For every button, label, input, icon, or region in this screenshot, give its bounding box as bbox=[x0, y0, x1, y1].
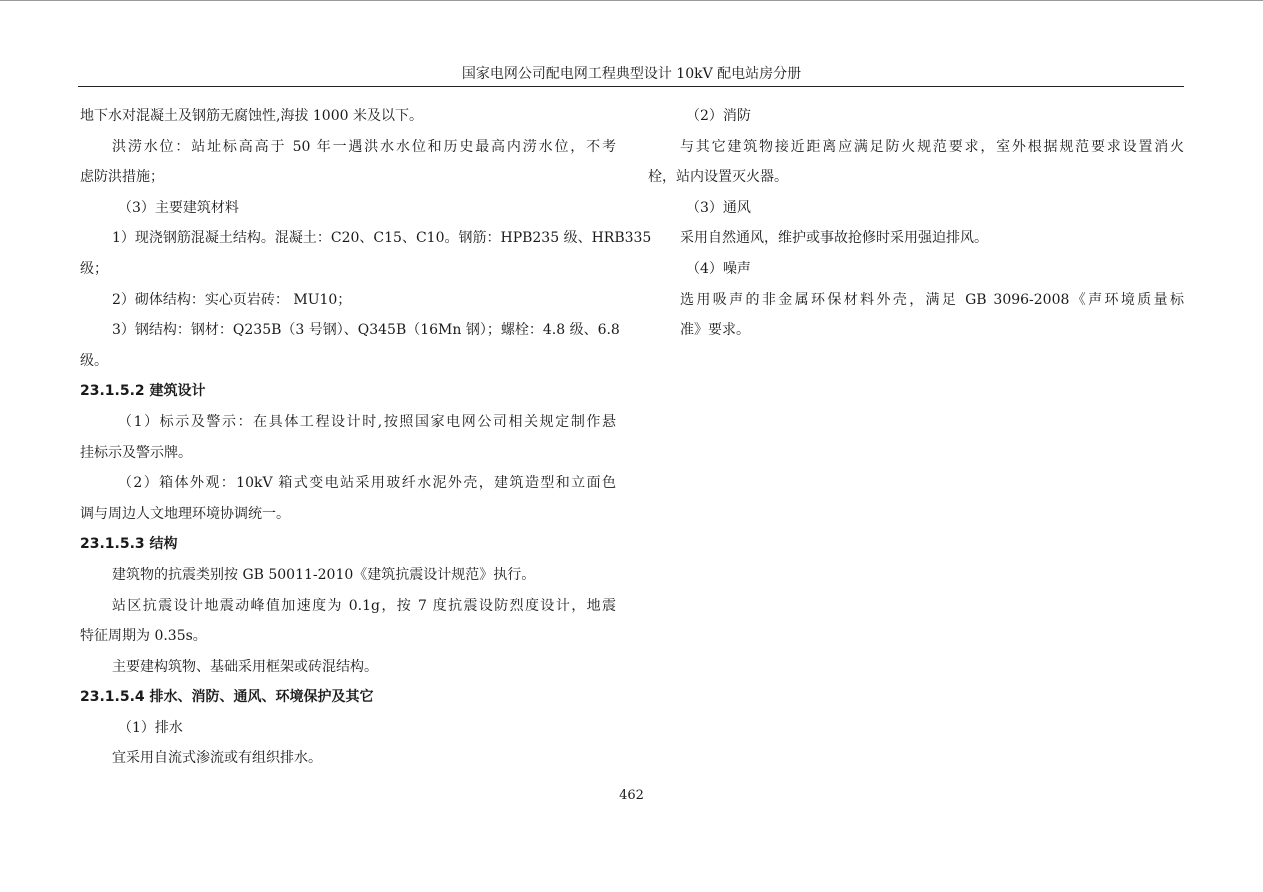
paragraph-line: （1）标示及警示：在具体工程设计时,按照国家电网公司相关规定制作悬 bbox=[118, 413, 616, 430]
section-heading-structure: 23.1.5.3 结构 bbox=[80, 536, 178, 553]
paragraph-line: 主要建构筑物、基础采用框架或砖混结构。 bbox=[112, 658, 378, 675]
paragraph-line: 1）现浇钢筋混凝土结构。混凝土：C20、C15、C10。钢筋：HPB235 级、HRB335 bbox=[112, 230, 652, 247]
subheading-materials: （3）主要建筑材料 bbox=[118, 199, 239, 216]
paragraph-line: 虑防洪措施； bbox=[80, 169, 164, 186]
section-heading-architecture: 23.1.5.2 建筑设计 bbox=[80, 383, 206, 400]
right-column bbox=[648, 103, 1184, 348]
left-column bbox=[80, 103, 652, 776]
paragraph-line: 级； bbox=[80, 260, 108, 277]
page-header: 国家电网公司配电网工程典型设计 10kV 配电站房分册 bbox=[461, 66, 802, 82]
paragraph-line: 特征周期为 0.35s。 bbox=[80, 628, 207, 645]
paragraph-line: 宜采用自流式渗流或有组织排水。 bbox=[112, 750, 322, 767]
subheading-ventilation: （3）通风 bbox=[686, 199, 751, 216]
top-border-line bbox=[0, 0, 1263, 1]
paragraph-line: 采用自然通风，维护或事故抢修时采用强迫排风。 bbox=[680, 230, 988, 247]
subheading-noise: （4）噪声 bbox=[686, 260, 751, 277]
paragraph-line: （2）箱体外观：10kV 箱式变电站采用玻纤水泥外壳，建筑造型和立面色 bbox=[118, 475, 616, 492]
page-number: 462 bbox=[619, 788, 644, 803]
paragraph-line: 建筑物的抗震类别按 GB 50011-2010《建筑抗震设计规范》执行。 bbox=[112, 566, 536, 583]
paragraph-line: 站区抗震设计地震动峰值加速度为 0.1g，按 7 度抗震设防烈度设计，地震 bbox=[112, 597, 616, 614]
subheading-drainage: （1）排水 bbox=[118, 719, 183, 736]
paragraph-line: 洪涝水位：站址标高高于 50 年一遇洪水水位和历史最高内涝水位，不考 bbox=[112, 138, 616, 155]
paragraph-line: 栓，站内设置灭火器。 bbox=[648, 169, 788, 186]
subheading-fire-protection: （2）消防 bbox=[686, 108, 751, 124]
paragraph-line: 2）砌体结构：实心页岩砖： MU10； bbox=[112, 291, 352, 308]
paragraph-line: 挂标示及警示牌。 bbox=[80, 444, 192, 461]
paragraph-line: 3）钢结构：钢材：Q235B（3 号钢）、Q345B（16Mn 钢）；螺栓：4.8 级、6.8 bbox=[112, 322, 620, 339]
paragraph-line: 与其它建筑物接近距离应满足防火规范要求，室外根据规范要求设置消火 bbox=[680, 138, 1184, 155]
paragraph-line: 地下水对混凝土及钢筋无腐蚀性,海拔 1000 米及以下。 bbox=[80, 108, 423, 124]
header-rule bbox=[78, 86, 1184, 87]
paragraph-line: 选用吸声的非金属环保材料外壳，满足 GB 3096-2008《声环境质量标 bbox=[680, 291, 1184, 308]
paragraph-line: 准》要求。 bbox=[680, 322, 750, 339]
section-heading-drainage: 23.1.5.4 排水、消防、通风、环境保护及其它 bbox=[80, 689, 374, 706]
paragraph-line: 级。 bbox=[80, 352, 108, 369]
paragraph-line: 调与周边人文地理环境协调统一。 bbox=[80, 505, 290, 522]
